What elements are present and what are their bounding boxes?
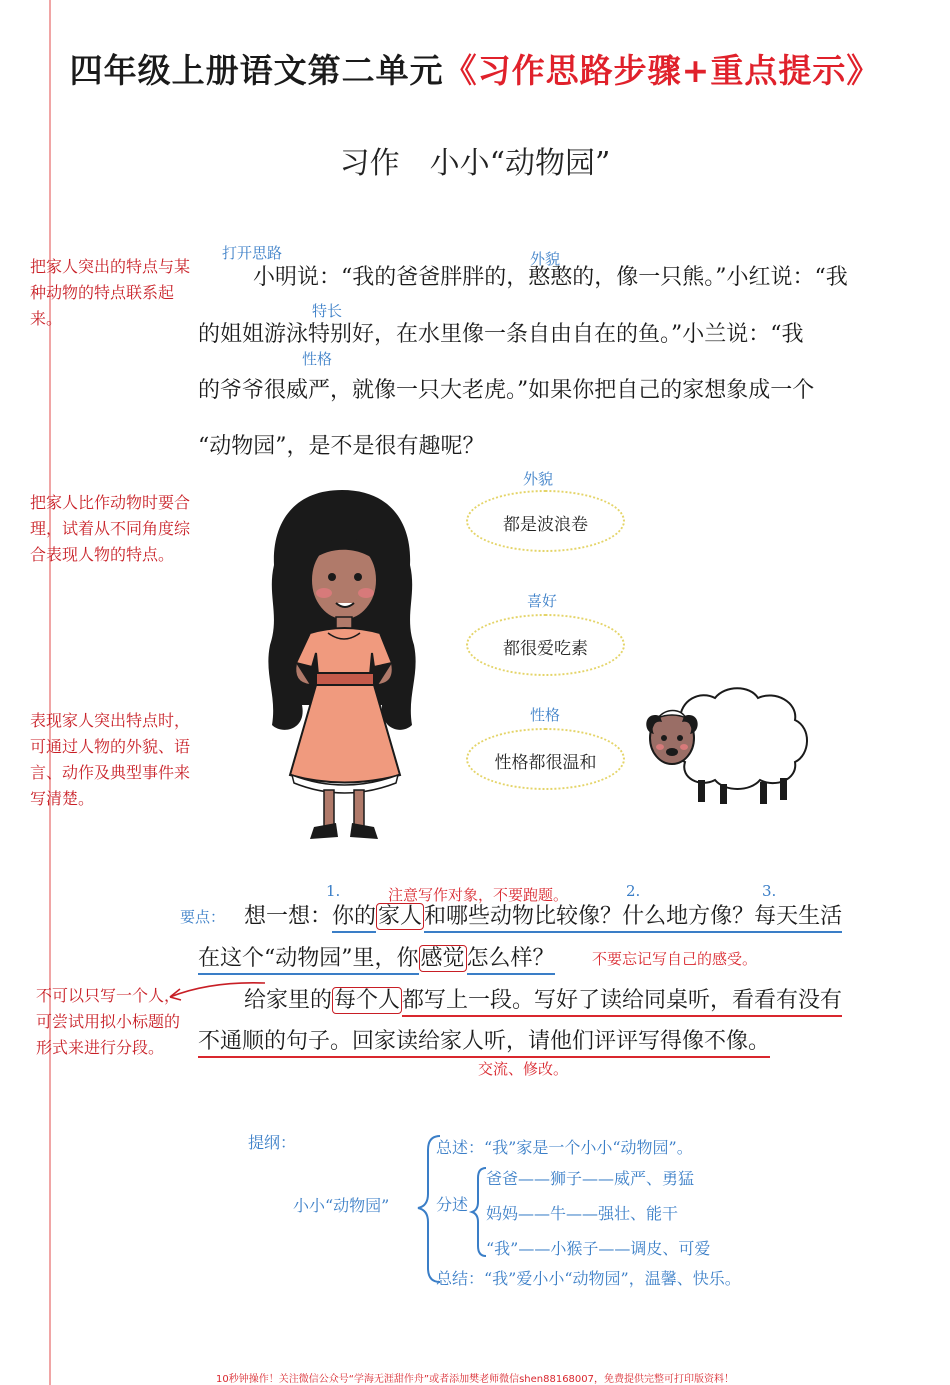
key-point-line-3 (244, 986, 842, 1016)
outline-branch: 分述 (436, 1195, 469, 1214)
key-point-how: 怎么样？ (467, 946, 555, 975)
outline-item-me: “我”——小猴子——调皮、可爱 (486, 1239, 711, 1258)
title-main: 四年级上册语文第二单元 (69, 51, 444, 90)
outline-label: 提纲： (248, 1133, 297, 1152)
side-note-2: 把家人比作动物时要合理，试着从不同角度综合表现人物的特点。 (30, 493, 191, 564)
bubble-label-appearance: 外貌 (523, 470, 554, 488)
note-open-thinking: 打开思路 (222, 244, 283, 262)
key-point-think: 想一想： (244, 904, 333, 929)
key-point-line-1 (244, 902, 842, 932)
bubble-label-hobby: 喜好 (527, 592, 558, 610)
key-point-number-2: 2. (626, 882, 641, 900)
outline-item-dad: 爸爸——狮子——威严、勇猛 (486, 1169, 695, 1188)
margin-line (49, 0, 51, 1385)
outline-root: 小小“动物园” (293, 1196, 390, 1215)
key-point-read-family: 不通顺的句子。回家读给家人听，请他们评评写得像不像。 (198, 1029, 770, 1058)
girl-illustration (262, 485, 422, 850)
note-revise: 交流、修改。 (478, 1060, 569, 1078)
key-point-in-zoo: 在这个“动物园”里，你 (198, 946, 419, 975)
key-point-line-4 (198, 1027, 770, 1057)
bubble-text-hobby: 都很爱吃素 (503, 639, 588, 659)
sheep-illustration (640, 680, 815, 810)
note-specialty: 特长 (312, 302, 343, 320)
key-point-what-similar: 什么地方像？ (622, 904, 754, 933)
page-subtitle: 习作 小小“动物园” (339, 146, 611, 181)
key-point-number-1: 1. (326, 882, 341, 900)
key-point-similar-animal: 和哪些动物比较像？ (424, 904, 622, 933)
title-highlight: 《习作思路步骤+重点提示》 (443, 51, 881, 90)
passage-line-3: 的爷爷很威严，就像一只大老虎。”如果你把自己的家想象成一个 (198, 378, 815, 403)
passage-line-1: 小明说：“我的爸爸胖胖的，憨憨的，像一只熊。”小红说：“我 (253, 265, 848, 290)
bubble-hobby (466, 614, 625, 676)
key-point-feeling: 感觉 (420, 946, 465, 971)
passage-line-2: 的姐姐游泳特别好，在水里像一条自由自在的鱼。”小兰说：“我 (198, 322, 804, 347)
bubble-label-personality: 性格 (530, 706, 561, 724)
note-appearance: 外貌 (530, 250, 561, 268)
key-point-write-paragraph: 都写上一段。写好了读给同桌听，看看有没有 (402, 988, 842, 1017)
outline-item-mom: 妈妈——牛——强壮、能干 (486, 1204, 679, 1223)
side-note-3: 表现家人突出特点时，可通过人物的外貌、语言、动作及典型事件来写清楚。 (30, 711, 191, 808)
page-title (0, 45, 950, 92)
bubble-appearance (466, 490, 625, 552)
key-point-your: 你的 (332, 904, 376, 933)
outline-overview: 总述：“我”家是一个小小“动物园”。 (436, 1138, 693, 1157)
key-points-label: 要点： (180, 908, 226, 926)
bubble-text-appearance: 都是波浪卷 (503, 515, 588, 535)
key-point-give-family: 给家里的 (244, 988, 333, 1013)
outline-summary: 总结：“我”爱小小“动物园”，温馨、快乐。 (436, 1269, 741, 1288)
side-note-4: 不可以只写一个人，可尝试用拟小标题的形式来进行分段。 (36, 986, 181, 1057)
side-note-1: 把家人突出的特点与某种动物的特点联系起来。 (30, 257, 191, 328)
bubble-personality (466, 728, 625, 790)
key-point-line-2 (198, 944, 555, 974)
key-point-daily-life: 每天生活 (754, 904, 842, 933)
passage-line-4: “动物园”，是不是很有趣呢？ (198, 434, 485, 459)
key-point-number-3: 3. (762, 882, 777, 900)
key-point-each-person: 每个人 (334, 988, 401, 1013)
note-personality: 性格 (302, 350, 333, 368)
bubble-text-personality: 性格都很温和 (494, 753, 597, 773)
footer-notice: 10秒钟操作！关注微信公众号“学海无涯甜作舟”或者添加樊老师微信shen88168007，免费提供完整可打印版资料！ (215, 1374, 735, 1385)
note-own-feeling: 不要忘记写自己的感受。 (592, 950, 758, 968)
note-writing-target: 注意写作对象，不要跑题。 (388, 886, 569, 904)
key-point-family: 家人 (378, 904, 423, 929)
